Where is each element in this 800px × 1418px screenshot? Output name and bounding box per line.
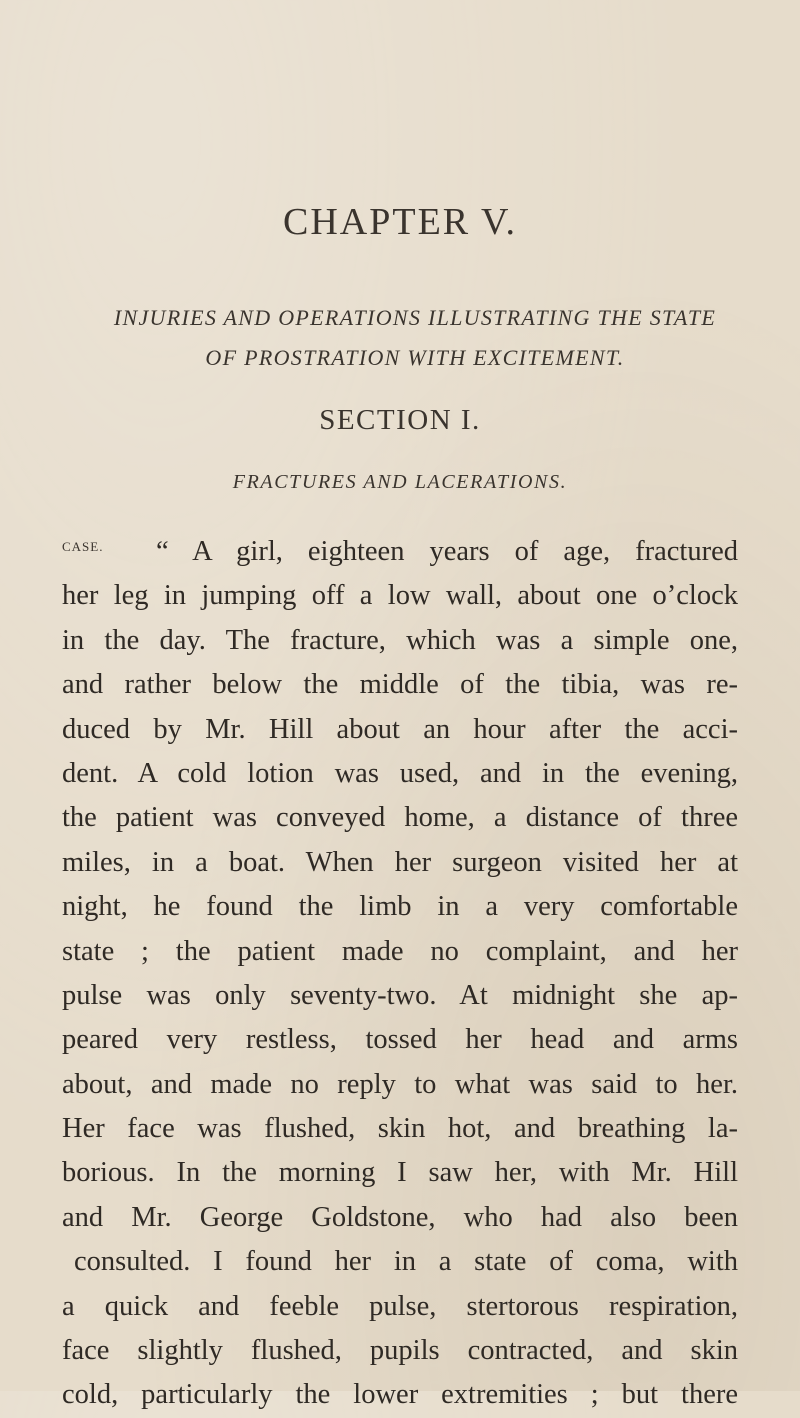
text-line: night, he found the limb in a very comfortable xyxy=(62,891,738,923)
text-line: the patient was conveyed home, a distance of three xyxy=(62,802,738,834)
chapter-subtitle-line-1: INJURIES AND OPERATIONS ILLUSTRATING THE STATE xyxy=(113,305,717,330)
text-line: face slightly flushed, pupils contracted, and skin xyxy=(62,1335,738,1367)
chapter-title: CHAPTER V. xyxy=(283,201,517,243)
text-line: a quick and feeble pulse, stertorous respiration, xyxy=(62,1290,738,1322)
body-paragraph xyxy=(62,530,738,1418)
text-line: her leg in jumping off a low wall, about one o’clock xyxy=(62,580,738,612)
text-line: dent. A cold lotion was used, and in the evening, xyxy=(62,757,738,789)
text-line: Her face was flushed, skin hot, and breathing la- xyxy=(62,1113,738,1145)
text-line: state ; the patient made no complaint, and her xyxy=(62,935,738,967)
section-title: SECTION I. xyxy=(319,404,481,436)
text-line: pulse was only seventy-two. At midnight she ap- xyxy=(62,979,738,1011)
case-margin-label: CASE. xyxy=(62,539,104,554)
text-line: “ A girl, eighteen years of age, fractured xyxy=(156,536,738,567)
chapter-subtitle-line-2: OF PROSTRATION WITH EXCITEMENT. xyxy=(205,345,625,370)
text-line: consulted. I found her in a state of coma, with xyxy=(74,1246,738,1278)
text-line: cold, particularly the lower extremities ; but there xyxy=(62,1379,738,1411)
text-line: about, and made no reply to what was said to her. xyxy=(62,1068,738,1100)
text-line: miles, in a boat. When her surgeon visited her at xyxy=(62,846,738,878)
text-line: peared very restless, tossed her head and arms xyxy=(62,1024,738,1056)
text-line: and Mr. George Goldstone, who had also been xyxy=(62,1201,738,1233)
text-line: duced by Mr. Hill about an hour after the acci- xyxy=(62,713,738,745)
chapter-subtitle xyxy=(50,298,780,378)
text-line: in the day. The fracture, which was a simple one, xyxy=(62,624,738,656)
section-subtitle: FRACTURES AND LACERATIONS. xyxy=(232,471,568,493)
text-line: and rather below the middle of the tibia, was re- xyxy=(62,669,738,701)
text-line: borious. In the morning I saw her, with Mr. Hill xyxy=(62,1157,738,1189)
